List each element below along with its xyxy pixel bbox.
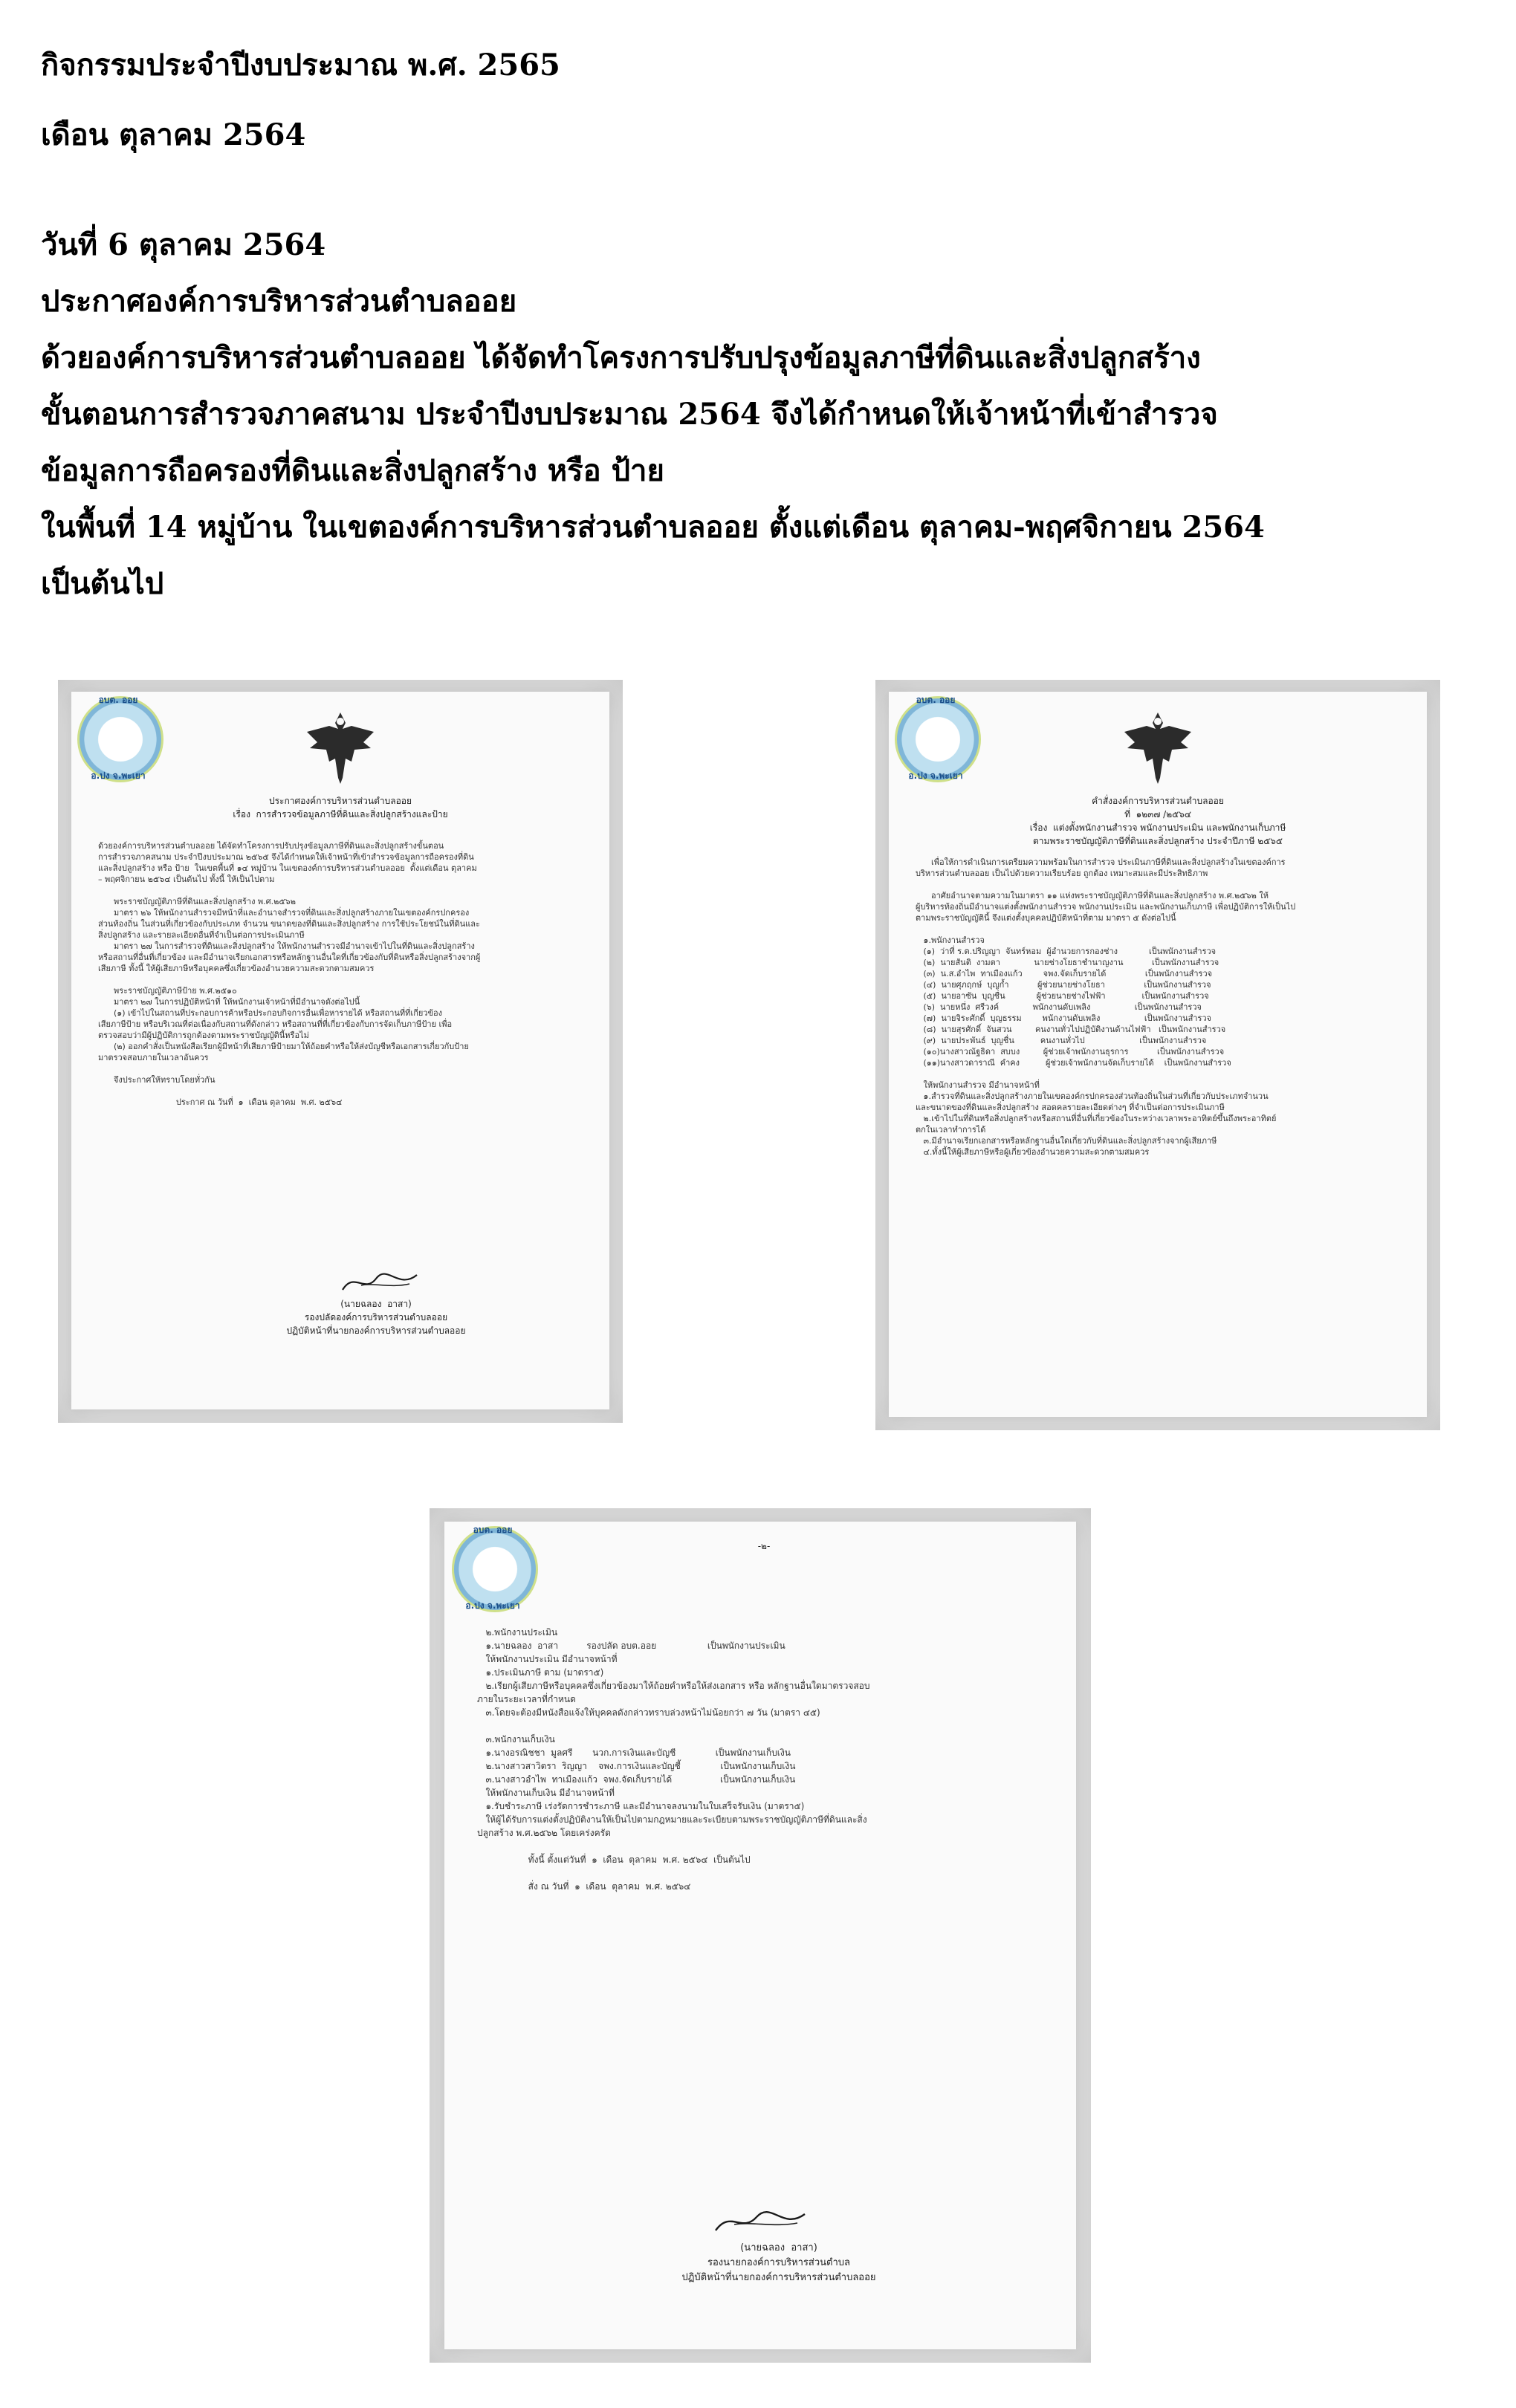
fiscal-year-title: กิจกรรมประจำปีงบประมาณ พ.ศ. 2565 [41, 48, 560, 82]
announcement-body-line-2: ขั้นตอนการสำรวจภาคสนาม ประจำปีงบประมาณ 2564 จึงได้กำหนดให้เจ้าหน้าที่เข้าสำรวจ [41, 397, 1218, 432]
signature-icon [712, 2205, 809, 2238]
document-title: ประกาศองค์การบริหารส่วนตำบลออย เรื่อง การสำรวจข้อมูลภาษีที่ดินและสิ่งปลูกสร้างและป้าย [233, 796, 448, 820]
garuda-emblem-icon [299, 707, 381, 788]
date-line: วันที่ 6 ตุลาคม 2564 [41, 227, 326, 262]
document-paper [444, 1522, 1076, 2349]
month-title: เดือน ตุลาคม 2564 [41, 117, 306, 152]
document-photo-order [875, 680, 1440, 1430]
document-body: ด้วยองค์การบริหารส่วนตำบลออย ได้จัดทำโครงการปรับปรุงข้อมูลภาษีที่ดินและสิ่งปลูกสร้างขั้นตอน การสำรวจภาคสนาม ประจำปีงบประมาณ ๒๕๖๕ จึงได้กำหนดให้เจ้าหน้าที่เข้าสำรวจข้อมูลการถือครองที่ดิน และสิ่งปลูกสร้าง หรือ ป้าย ในเขตพื้นที่ ๑๔ หมู่บ้าน ในเขตองค์การบริหารส่วนตำบลออย ตั้งแต่เดือน ตุลาคม – พฤศจิกายน ๒๕๖๔ เป็นต้นไป ทั้งนี้ ให้เป็นไปตาม พระราชบัญญัติภาษีที่ดินและสิ่งปลูกสร้าง พ.ศ.๒๕๖๒ มาตรา ๒๖ ให้พนักงานสำรวจมีหน้าที่และอำนาจสำรวจที่ดินและสิ่งปลูกสร้างภายในเขตองค์กรปกครอง ส่วนท้องถิ่น ในส่วนที่เกี่ยวข้องกับประเภท จำนวน ขนาดของที่ดินและสิ่งปลูกสร้าง การใช้ประโยชน์ในที่ดินและ สิ่งปลูกสร้าง และรายละเอียดอื่นที่จำเป็นต่อการประเมินภาษี มาตรา ๒๗ ในการสำรวจที่ดินและสิ่งปลูกสร้าง ให้พนักงานสำรวจมีอำนาจเข้าไปในที่ดินและสิ่งปลูกสร้าง หรือสถานที่อื่นที่เกี่ยวข้อง และมีอำนาจเรียกเอกสารหรือหลักฐานอื่นใดที่เกี่ยวข้องกับที่ดินหรือสิ่งปลูกสร้างจากผู้ เสียภาษี ทั้งนี้ ให้ผู้เสียภาษีหรือบุคคลซึ่งเกี่ยวข้องอำนวยความสะดวกตามสมควร พระราชบัญญัติภาษีป้าย พ.ศ.๒๕๑๐ มาตรา ๒๗ ในการปฏิบัติหน้าที่ ให้พนักงานเจ้าหน้าที่มีอำนาจดังต่อไปนี้ (๑) เข้าไปในสถานที่ประกอบการค้าหรือประกอบกิจการอื่นเพื่อหารายได้ หรือสถานที่ที่เกี่ยวข้อง เสียภาษีป้าย หรือบริเวณที่ต่อเนื่องกับสถานที่ดังกล่าว หรือสถานที่ที่เกี่ยวข้องกับการจัดเก็บภาษีป้าย เพื่อ ตรวจสอบว่ามีผู้ปฏิบัติการถูกต้องตามพระราชบัญญัตินี้หรือไม่ (๒) ออกคำสั่งเป็นหนังสือเรียกผู้มีหน้าที่เสียภาษีป้ายมาให้ถ้อยคำหรือให้ส่งบัญชีหรือเอกสารเกี่ยวกับป้าย มาตรวจสอบภายในเวลาอันควร จึงประกาศให้ทราบโดยทั่วกัน ประกาศ ณ วันที่ ๑ เดือน ตุลาคม พ.ศ. ๒๕๖๔ [98, 841, 481, 1107]
announcement-body-line-3: ข้อมูลการถือครองที่ดินและสิ่งปลูกสร้าง หรือ ป้าย [41, 453, 664, 488]
announcement-body-line-1: ด้วยองค์การบริหารส่วนตำบลออย ได้จัดทำโครงการปรับปรุงข้อมูลภาษีที่ดินและสิ่งปลูกสร้าง [41, 340, 1201, 375]
document-photo-order-page2 [430, 1508, 1091, 2363]
document-title: คำสั่งองค์การบริหารส่วนตำบลออย ที่ ๑๒๓๗ /๒๕๖๔ เรื่อง แต่งตั้งพนักงานสำรวจ พนักงานประเมิน และพนักงานเก็บภาษี ตามพระราชบัญญัติภาษีที่ดินและสิ่งปลูกสร้าง ประจำปีภาษี ๒๕๖๕ [1029, 796, 1286, 846]
document-paper [889, 692, 1427, 1417]
document-photo-announcement [58, 680, 623, 1423]
seal-label-top: อบต. ออย [98, 695, 138, 705]
announcement-title: ประกาศองค์การบริหารส่วนตำบลออย [41, 284, 517, 319]
document-paper [71, 692, 609, 1409]
garuda-emblem-icon [1117, 707, 1199, 788]
seal-label-bottom: อ.ปง จ.พะเยา [465, 1600, 520, 1611]
announcement-body-line-5: เป็นต้นไป [41, 566, 164, 601]
document-body: เพื่อให้การดำเนินการเตรียมความพร้อมในการสำรวจ ประเมินภาษีที่ดินและสิ่งปลูกสร้างในเขตองค์การ บริหารส่วนตำบลออย เป็นไปด้วยความเรียบร้อย ถูกต้อง เหมาะสมและมีประสิทธิภาพ อาศัยอำนาจตามความในมาตรา ๑๑ แห่งพระราชบัญญัติภาษีที่ดินและสิ่งปลูกสร้าง พ.ศ.๒๕๖๒ ให้ ผู้บริหารท้องถิ่นมีอำนาจแต่งตั้งพนักงานสำรวจ พนักงานประเมิน และพนักงานเก็บภาษี เพื่อปฏิบัติการให้เป็นไป ตามพระราชบัญญัตินี้ จึงแต่งตั้งบุคคลปฏิบัติหน้าที่ตาม มาตรา ๕ ดังต่อไปนี้ ๑.พนักงานสำรวจ (๑) ว่าที่ ร.ต.ปริญญา จันทร์หอม ผู้อำนวยการกองช่าง เป็นพนักงานสำรวจ (๒) นายสันติ งามตา นายช่างโยธาชำนาญงาน เป็นพนักงานสำรวจ (๓) น.ส.อำไพ ทาเมืองแก้ว จพง.จัดเก็บรายได้ เป็นพนักงานสำรวจ (๔) นายศุภฤกษ์ บุญก้ำ ผู้ช่วยนายช่างโยธา เป็นพนักงานสำรวจ (๕) นายอาซัน บุญชื่น ผู้ช่วยนายช่างไฟฟ้า เป็นพนักงานสำรวจ (๖) นายหนึ่ง ศรีวงค์ พนักงานดับเพลิง เป็นพนักงานสำรวจ (๗) นายจิระศักดิ์ บุญธรรม พนักงานดับเพลิง เป็นพนักงานสำรวจ (๘) นายสุรศักดิ์ จันสวน คนงานทั่วไปปฏิบัติงานด้านไฟฟ้า เป็นพนักงานสำรวจ (๙) นายประพันธ์ บุญชื่น คนงานทั่วไป เป็นพนักงานสำรวจ (๑๐)นางสาวณัฐธิดา สบบง ผู้ช่วยเจ้าพนักงานธุรการ เป็นพนักงานสำรวจ (๑๑)นางสาวดาราณี คำคง ผู้ช่วยเจ้าพนักงานจัดเก็บรายได้ เป็นพนักงานสำรวจ ให้พนักงานสำรวจ มีอำนาจหน้าที่ ๑.สำรวจที่ดินและสิ่งปลูกสร้างภายในเขตองค์กรปกครองส่วนท้องถิ่นในส่วนที่เกี่ยวกับประเภทจำนวน และขนาดของที่ดินและสิ่งปลูกสร้าง สอดคลรายละเอียดต่างๆ ที่จำเป็นต่อการประเมินภาษี ๒.เข้าไปในที่ดินหรือสิ่งปลูกสร้างหรือสถานที่อื่นที่เกี่ยวข้องในระหว่างเวลาพระอาทิตย์ขึ้นถึงพระอาทิตย์ ตกในเวลาทำการได้ ๓.มีอำนาจเรียกเอกสารหรือหลักฐานอื่นใดเกี่ยวกับที่ดินและสิ่งปลูกสร้างจากผู้เสียภาษี ๔.ทั้งนี้ให้ผู้เสียภาษีหรือผู้เกี่ยวข้องอำนวยความสะดวกตามสมควร [916, 857, 1296, 1157]
seal-label-top: อบต. ออย [473, 1525, 513, 1535]
seal-label-bottom: อ.ปง จ.พะเยา [908, 770, 963, 781]
signature-icon [339, 1268, 421, 1297]
page-number: -๒- [757, 1541, 771, 1551]
announcement-body-line-4: ในพื้นที่ 14 หมู่บ้าน ในเขตองค์การบริหารส่วนตำบลออย ตั้งแต่เดือน ตุลาคม-พฤศจิกายน 2564 [41, 510, 1265, 545]
document-body: ๒.พนักงานประเมิน ๑.นายฉลอง อาสา รองปลัด อบต.ออย เป็นพนักงานประเมิน ให้พนักงานประเมิน มีอำนาจหน้าที่ ๑.ประเมินภาษี ตาม (มาตรา๕) ๒.เรียกผู้เสียภาษีหรือบุคคลซึ่งเกี่ยวข้องมาให้ถ้อยคำหรือให้ส่งเอกสาร หรือ หลักฐานอื่นใดมาตรวจสอบ ภายในระยะเวลาที่กำหนด ๓.โดยจะต้องมีหนังสือแจ้งให้บุคคลดังกล่าวทราบล่วงหน้าไม่น้อยกว่า ๗ วัน (มาตรา ๔๕) ๓.พนักงานเก็บเงิน ๑.นางอรณิชชา มูลศรี นวก.การเงินและบัญชี เป็นพนักงานเก็บเงิน ๒.นางสาวสาวิตรา ริญญา จพง.การเงินและบัญชี้ เป็นพนักงานเก็บเงิน ๓.นางสาวอำไพ ทาเมืองแก้ว จพง.จัดเก็บรายได้ เป็นพนักงานเก็บเงิน ให้พนักงานเก็บเงิน มีอำนาจหน้าที่ ๑.รับชำระภาษี เร่งรัดการชำระภาษี และมีอำนาจลงนามในใบเสร็จรับเงิน (มาตรา๕) ให้ผู้ได้รับการแต่งตั้งปฏิบัติงานให้เป็นไปตามกฎหมายและระเบียบตามพระราชบัญญัติภาษีที่ดินและสิ่ง ปลูกสร้าง พ.ศ.๒๕๖๒ โดยเคร่งครัด ทั้งนี้ ตั้งแต่วันที่ ๑ เดือน ตุลาคม พ.ศ. ๒๕๖๔ เป็นต้นไป สั่ง ณ วันที่ ๑ เดือน ตุลาคม พ.ศ. ๒๕๖๔ [477, 1627, 870, 1892]
signer-block: (นายฉลอง อาสา) รองปลัดองค์การบริหารส่วนตำบลออย ปฏิบัติหน้าที่นายกองค์การบริหารส่วนตำบลออย [286, 1299, 466, 1336]
signer-block: (นายฉลอง อาสา) รองนายกองค์การบริหารส่วนตำบล ปฏิบัติหน้าที่นายกองค์การบริหารส่วนตำบลออย [681, 2242, 876, 2283]
seal-label-top: อบต. ออย [916, 695, 956, 705]
seal-label-bottom: อ.ปง จ.พะเยา [91, 770, 146, 781]
